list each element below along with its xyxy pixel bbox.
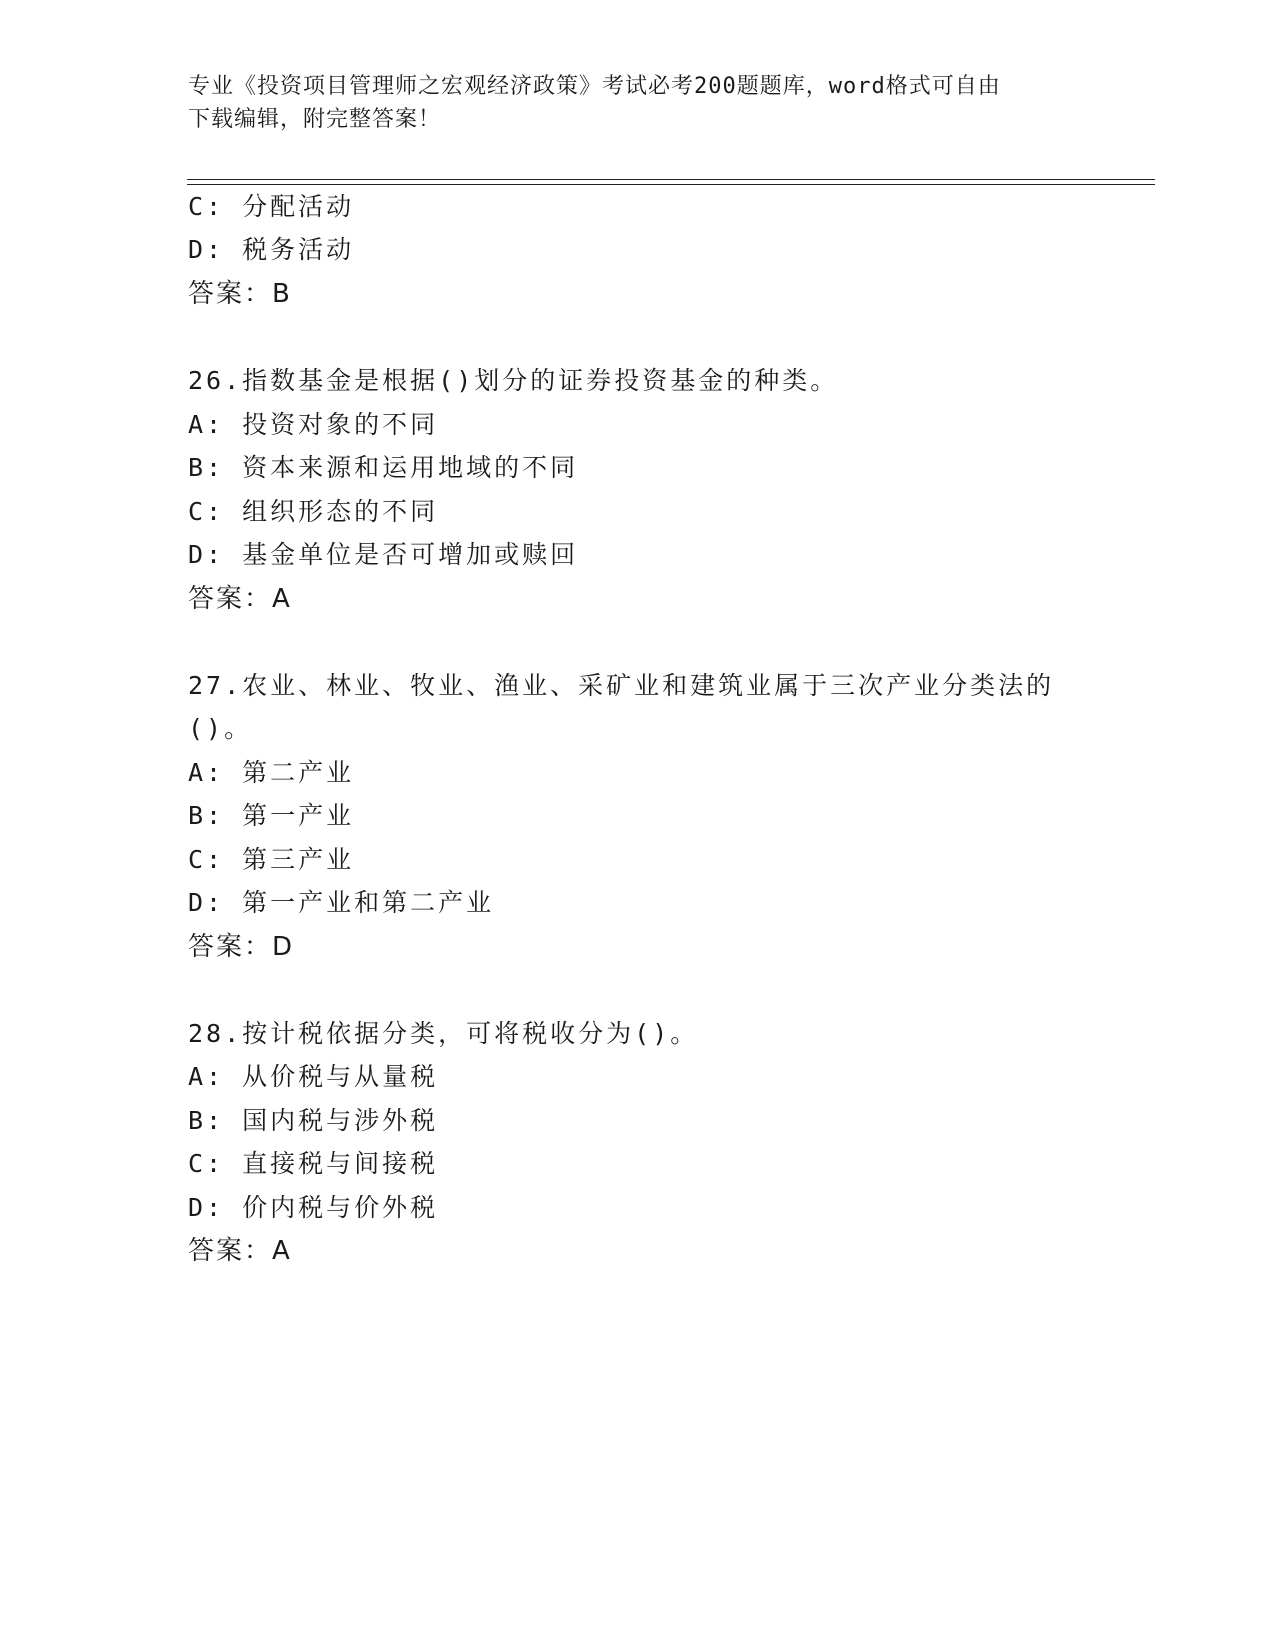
q27-question-line-2: ()。	[188, 714, 253, 743]
header-rule-top	[187, 179, 1155, 180]
q26-question: 26.指数基金是根据()划分的证券投资基金的种类。	[188, 366, 839, 395]
q28-option-b: B: 国内税与涉外税	[188, 1106, 439, 1135]
q25-option-d: D: 税务活动	[188, 235, 355, 264]
q25-option-c: C: 分配活动	[188, 192, 355, 221]
q27-option-b: B: 第一产业	[188, 801, 355, 830]
q28-question: 28.按计税依据分类，可将税收分为()。	[188, 1019, 699, 1048]
q27-option-a: A: 第二产业	[188, 758, 355, 787]
q27-question-line-1: 27.农业、林业、牧业、渔业、采矿业和建筑业属于三次产业分类法的	[188, 671, 1055, 700]
q27-answer: 答案：D	[188, 932, 295, 962]
q26-option-a: A: 投资对象的不同	[188, 410, 439, 439]
q27-option-c: C: 第三产业	[188, 845, 355, 874]
q25-answer: 答案：B	[188, 279, 292, 309]
q28-option-d: D: 价内税与价外税	[188, 1193, 439, 1222]
q28-option-c: C: 直接税与间接税	[188, 1149, 439, 1178]
header-line-2: 下载编辑，附完整答案！	[188, 107, 442, 132]
header-line-1: 专业《投资项目管理师之宏观经济政策》考试必考200题题库，word格式可自由	[188, 74, 1001, 99]
q26-answer: 答案：A	[188, 584, 292, 614]
q28-answer: 答案：A	[188, 1236, 292, 1266]
q26-option-d: D: 基金单位是否可增加或赎回	[188, 540, 579, 569]
q26-option-b: B: 资本来源和运用地域的不同	[188, 453, 579, 482]
q27-option-d: D: 第一产业和第二产业	[188, 888, 495, 917]
q28-option-a: A: 从价税与从量税	[188, 1062, 439, 1091]
q26-option-c: C: 组织形态的不同	[188, 497, 439, 526]
header-rule-bottom	[187, 184, 1155, 185]
document-header	[188, 70, 1088, 136]
